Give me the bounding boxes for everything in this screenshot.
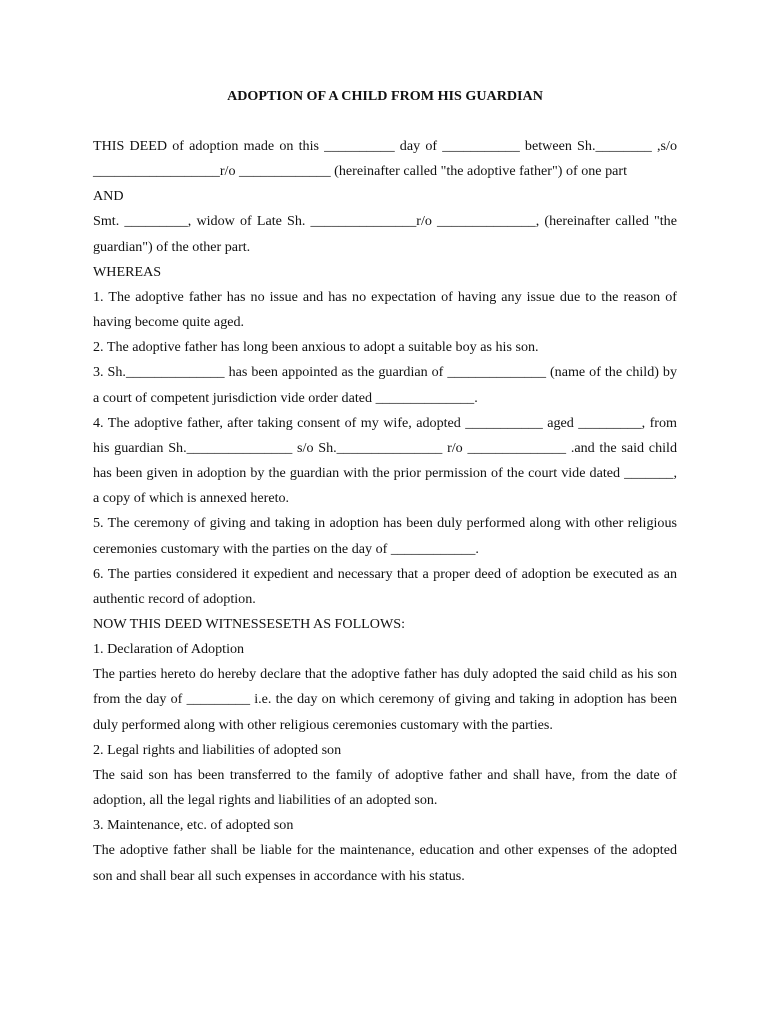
recital-3: 3. Sh.______________ has been appointed as the guardian of ______________ (name of the child) by a court of competent jurisdiction vide order dated ______________. <box>93 364 677 406</box>
recital-6: 6. The parties considered it expedient and necessary that a proper deed of adoption be executed as an authentic record of adoption. <box>93 565 677 607</box>
section-1-body: The parties hereto do hereby declare that the adoptive father has duly adopted the said child as his son from the day of _________ i.e. the day on which ceremony of giving and taking in adoption has been duly performed along with other religious ceremonies customary with the parties. <box>93 666 677 733</box>
recital-5: 5. The ceremony of giving and taking in adoption has been duly performed along with other religious ceremonies customary with the parties on the day of ____________. <box>93 515 677 557</box>
section-1-heading: 1. Declaration of Adoption <box>93 641 245 658</box>
section-3-body: The adoptive father shall be liable for the maintenance, education and other expenses of the adopted son and shall bear all such expenses in accordance with his status. <box>93 842 677 884</box>
section-3-heading: 3. Maintenance, etc. of adopted son <box>93 817 294 834</box>
witnesseth-heading: NOW THIS DEED WITNESSESETH AS FOLLOWS: <box>93 615 406 632</box>
document-title: ADOPTION OF A CHILD FROM HIS GUARDIAN <box>227 88 543 104</box>
deed-intro-paragraph: THIS DEED of adoption made on this __________ day of ___________ between Sh.________ ,s/o __________________r/o _____________ (hereinafter called "the adoptive father") of one part <box>93 138 677 180</box>
guardian-paragraph: Smt. _________, widow of Late Sh. _______________r/o ______________, (hereinafter called "the guardian") of the other part. <box>93 213 677 255</box>
whereas-heading: WHEREAS <box>93 263 162 280</box>
section-2-heading: 2. Legal rights and liabilities of adopted son <box>93 741 342 758</box>
and-heading: AND <box>93 188 124 205</box>
recital-4: 4. The adoptive father, after taking consent of my wife, adopted ___________ aged _________, from his guardian Sh._______________ s/o Sh._______________ r/o ______________ .and the said child has been given in adoption by the guardian with the prior permission of the court vide dated _______, a copy of which is annexed hereto. <box>93 414 677 507</box>
recital-1: 1. The adoptive father has no issue and has no expectation of having any issue due to the reason of having become quite aged. <box>93 288 677 331</box>
recital-2: 2. The adoptive father has long been anxious to adopt a suitable boy as his son. <box>93 339 539 356</box>
section-2-body: The said son has been transferred to the family of adoptive father and shall have, from the date of adoption, all the legal rights and liabilities of an adopted son. <box>93 766 677 809</box>
